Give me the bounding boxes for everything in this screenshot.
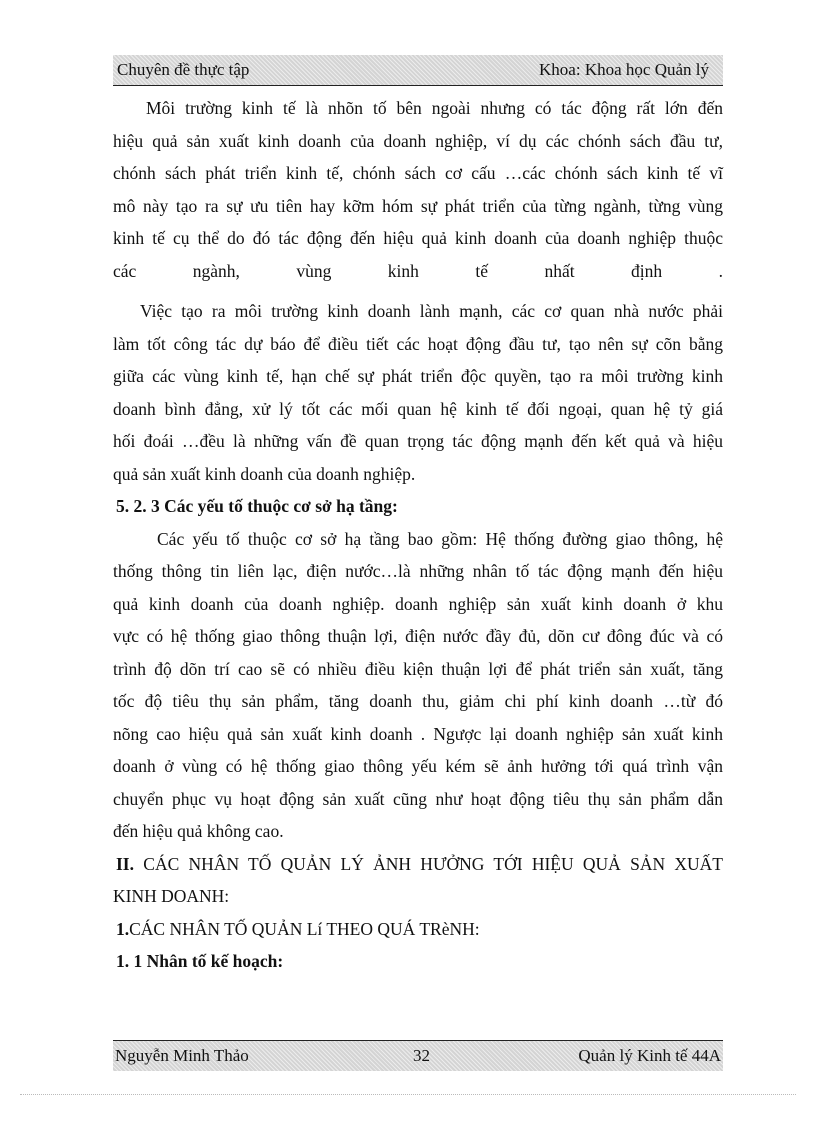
paragraph-1	[113, 92, 723, 287]
subsection-number: 1.	[116, 918, 130, 939]
chapter-number: II.	[116, 853, 134, 874]
text-line: Các yếu tố thuộc cơ sở hạ tầng bao gồm: Hệ thống đường giao thông, hệ	[157, 528, 723, 549]
chapter-heading	[113, 848, 723, 881]
text-line: Môi trường kinh tế là nhõn tố bên ngoài nhưng có tác động rất lớn đến	[146, 98, 723, 118]
text-line: nõng cao hiệu quả sản xuất kinh doanh . Ngược lại doanh nghiệp sản xuất kinh	[113, 723, 723, 744]
text-line: doanh bình đẳng, xử lý tốt các mối quan hệ kinh tế đối ngoại, quan hệ tỷ giá	[113, 398, 723, 419]
header-right: Khoa: Khoa học Quản lý	[539, 60, 709, 79]
text-line: chónh sách phát triển kinh tế, chónh sách cơ cấu …các chónh sách kinh tế vĩ	[113, 163, 723, 183]
text-line: trình độ dõn trí cao sẽ có nhiều điều kiện thuận lợi để phát triển sản xuất, tăng	[113, 658, 723, 679]
text-line: tốc độ tiêu thụ sản phẩm, tăng doanh thu, giảm chi phí kinh doanh …từ đó	[113, 691, 723, 711]
footer-author: Nguyễn Minh Thảo	[115, 1046, 249, 1065]
text-line: doanh ở vùng có hệ thống giao thông yếu kém sẽ ảnh hưởng tới quá trình vận	[113, 756, 723, 776]
section-heading: 5. 2. 3 Các yếu tố thuộc cơ sở hạ tầng:	[116, 496, 398, 516]
page-header	[113, 55, 723, 86]
subsection-title: CÁC NHÂN TỐ QUẢN Lí THEO QUÁ TRèNH:	[129, 918, 480, 939]
footer-class: Quản lý Kinh tế 44A	[578, 1046, 721, 1065]
text-line: làm tốt công tác dự báo để điều tiết các hoạt động đầu tư, tạo nên sự cõn bằng	[113, 333, 723, 354]
chapter-heading-continued: KINH DOANH:	[113, 886, 230, 906]
page-number: 32	[413, 1046, 430, 1065]
text-line: hiệu quả sản xuất kinh doanh của doanh nghiệp, ví dụ các chónh sách đầu tư,	[113, 130, 723, 151]
text-line: thống thông tin liên lạc, điện nước…là những nhân tố tác động mạnh đến hiệu	[113, 561, 723, 581]
subsection-heading	[113, 913, 723, 946]
paragraph-3	[113, 523, 723, 848]
subsubsection-heading: 1. 1 Nhân tố kế hoạch:	[116, 951, 284, 971]
page-footer	[113, 1040, 723, 1071]
text-line: hối đoái …đều là những vấn đề quan trọng tác động mạnh đến kết quả và hiệu	[113, 431, 723, 451]
page-edge-divider	[20, 1094, 796, 1095]
text-line: chuyển phục vụ hoạt động sản xuất cũng như hoạt động tiêu thụ sản phẩm dẫn	[113, 788, 723, 809]
text-line: Việc tạo ra môi trường kinh doanh lành mạnh, các cơ quan nhà nước phải	[140, 301, 723, 321]
text-line: mô này tạo ra sự ưu tiên hay kỡm hóm sự phát triển của từng ngành, từng vùng	[113, 195, 723, 216]
text-line: đến hiệu quả không cao.	[113, 821, 284, 841]
paragraph-2	[113, 295, 723, 490]
text-line: giữa các vùng kinh tế, hạn chế sự phát triển độc quyền, tạo ra môi trường kinh	[113, 366, 723, 386]
header-left: Chuyên đề thực tập	[117, 60, 250, 79]
text-line: các ngành, vùng kinh tế nhất định .	[113, 260, 723, 281]
page-body	[113, 92, 723, 978]
text-line: kinh tế cụ thể do đó tác động đến hiệu quả kinh doanh của doanh nghiệp thuộc	[113, 228, 723, 248]
chapter-title: CÁC NHÂN TỐ QUẢN LÝ ẢNH HƯỞNG TỚI HIỆU QUẢ SẢN XUẤT	[143, 853, 723, 874]
text-line: quả sản xuất kinh doanh của doanh nghiệp.	[113, 463, 416, 484]
text-line: vực có hệ thống giao thông thuận lợi, điện nước đầy đủ, dõn cư đông đúc và có	[113, 626, 723, 646]
text-line: quả kinh doanh của doanh nghiệp. doanh nghiệp sản xuất kinh doanh ở khu	[113, 593, 723, 614]
